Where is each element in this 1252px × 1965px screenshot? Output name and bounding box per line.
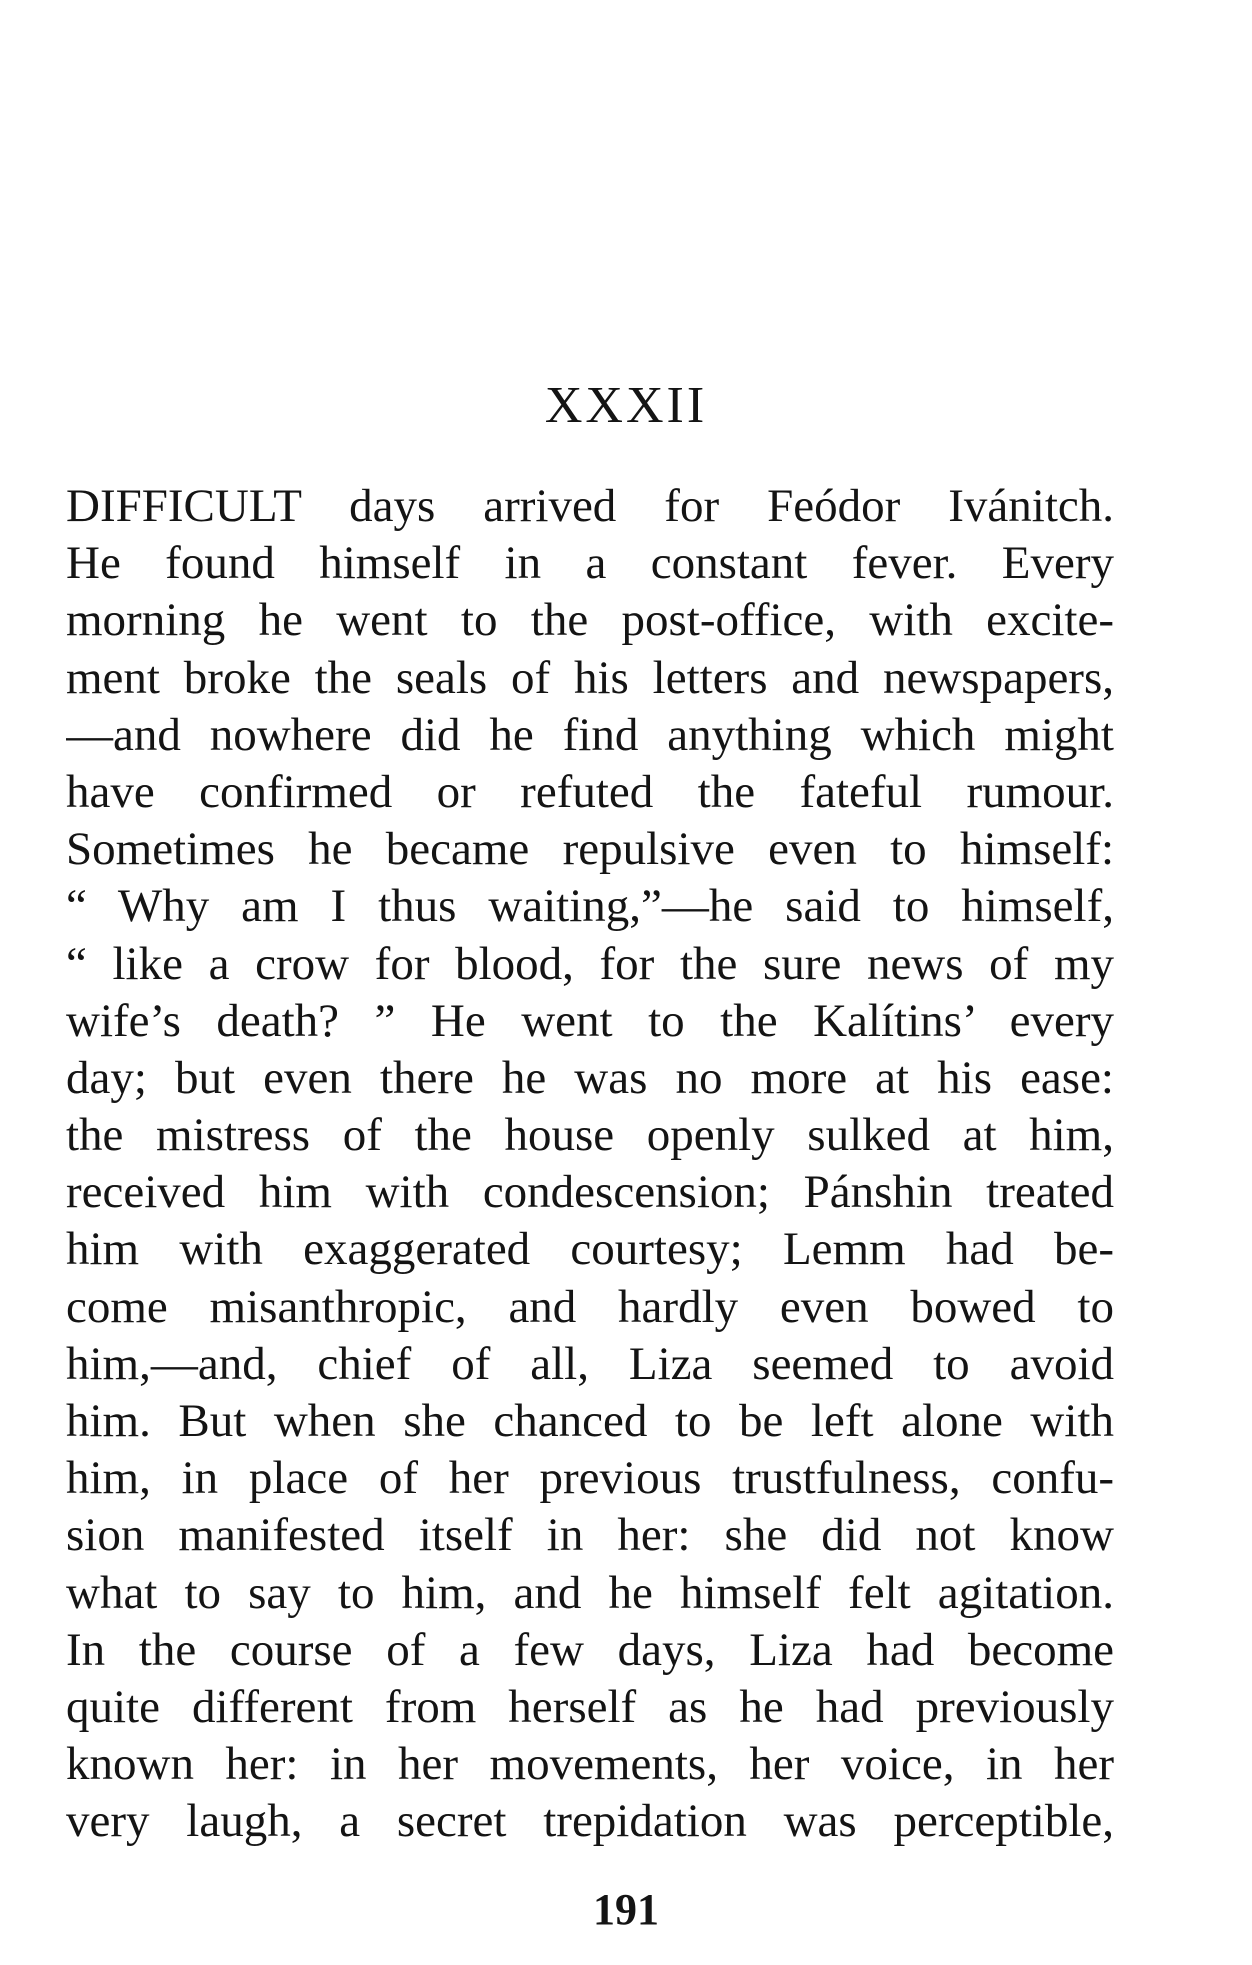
text-line: very laugh, a secret trepidation was perceptible, bbox=[66, 1795, 1114, 1848]
text-line: day; but even there he was no more at his ease: bbox=[66, 1051, 1114, 1104]
text-line: “ like a crow for blood, for the sure news of my bbox=[66, 937, 1114, 990]
text-line: In the course of a few days, Liza had become bbox=[66, 1623, 1114, 1676]
text-line: what to say to him, and he himself felt agitation. bbox=[66, 1566, 1114, 1619]
text-line: him with exaggerated courtesy; Lemm had be- bbox=[66, 1223, 1114, 1276]
text-line: him. But when she chanced to be left alone with bbox=[66, 1395, 1114, 1447]
text-line: DIFFICULT days arrived for Feódor Ivánitch. bbox=[66, 480, 1114, 532]
text-line: Sometimes he became repulsive even to himself: bbox=[66, 823, 1114, 876]
page-number: 191 bbox=[593, 1885, 659, 1934]
text-line: quite different from herself as he had previously bbox=[66, 1680, 1114, 1733]
text-line: known her: in her movements, her voice, in her bbox=[66, 1738, 1114, 1791]
text-line: the mistress of the house openly sulked at him, bbox=[66, 1109, 1114, 1162]
text-line: —and nowhere did he find anything which might bbox=[66, 708, 1114, 761]
text-line: have confirmed or refuted the fateful rumour. bbox=[66, 765, 1114, 818]
chapter-heading: XXXII bbox=[544, 377, 708, 434]
body-text bbox=[66, 478, 1114, 1851]
text-line: received him with condescension; Pánshin treated bbox=[66, 1166, 1114, 1219]
text-line: him,—and, chief of all, Liza seemed to avoid bbox=[66, 1337, 1114, 1390]
text-line: “ Why am I thus waiting,”—he said to himself, bbox=[66, 880, 1114, 933]
text-line: wife’s death? ” He went to the Kalítins’ every bbox=[66, 994, 1114, 1047]
text-line: come misanthropic, and hardly even bowed to bbox=[66, 1280, 1114, 1333]
text-line: sion manifested itself in her: she did not know bbox=[66, 1509, 1114, 1562]
text-line: morning he went to the post-office, with excite- bbox=[66, 594, 1114, 647]
text-line: him, in place of her previous trustfulness, confu- bbox=[66, 1452, 1114, 1505]
text-line: ment broke the seals of his letters and newspapers, bbox=[66, 651, 1114, 704]
text-line: He found himself in a constant fever. Every bbox=[66, 537, 1114, 590]
